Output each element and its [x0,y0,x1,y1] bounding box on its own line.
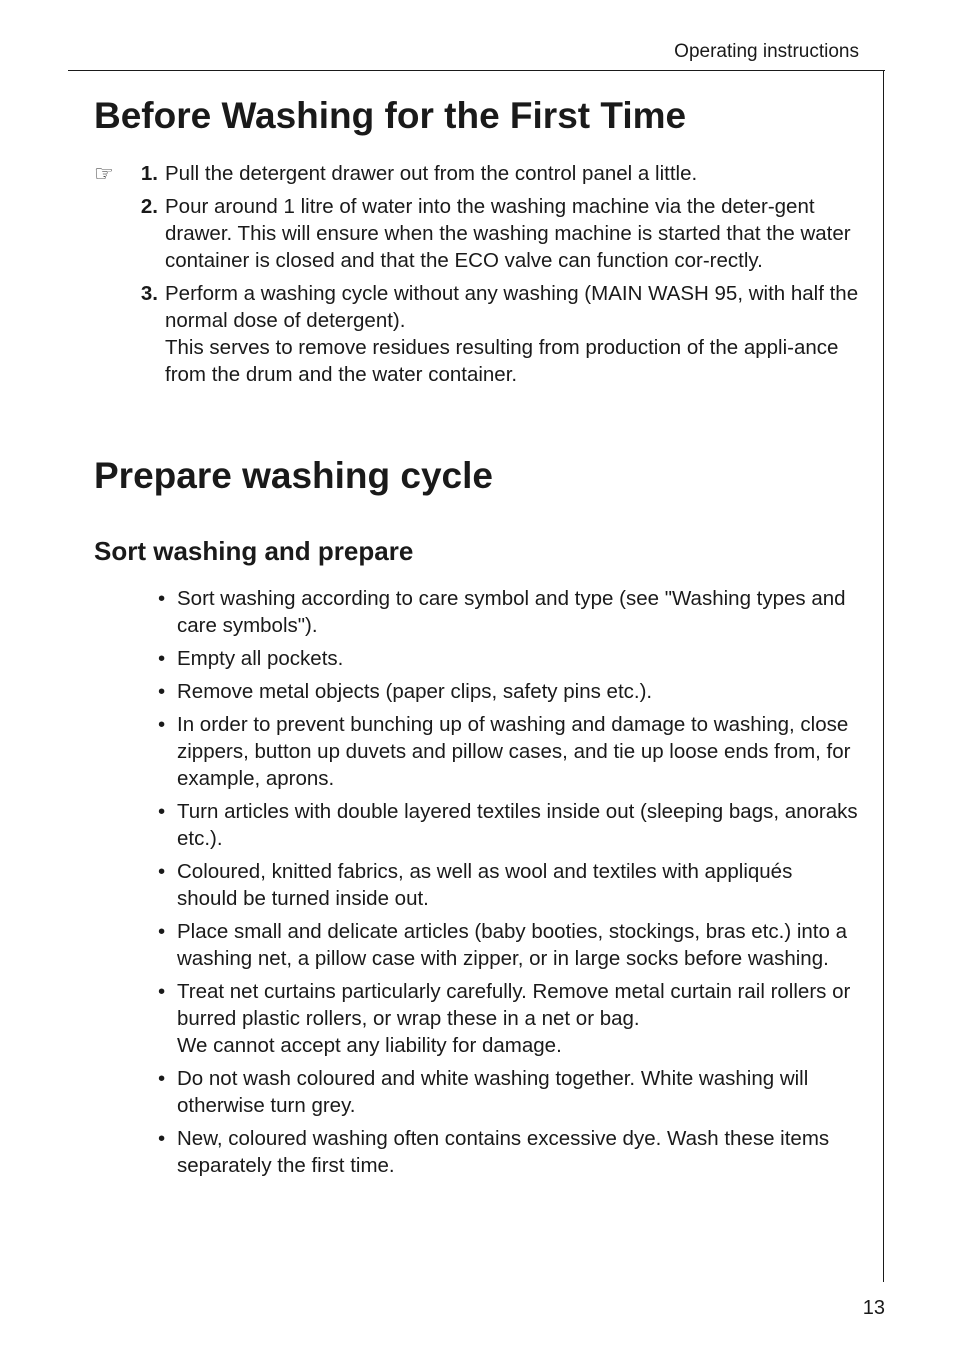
bullet-line: Do not wash coloured and white washing together. White washing will otherwise turn grey. [177,1067,809,1117]
step-text [158,280,864,388]
bullet-text [177,678,858,705]
step-line: Pull the detergent drawer out from the control panel a little. [165,162,698,185]
step-number: 2. [140,195,158,218]
bullet-line: We cannot accept any liability for damage. [177,1034,562,1057]
pointing-hand-icon: ☞ [94,161,114,186]
header-title: Operating instructions [674,41,859,62]
bullet-icon: • [158,980,166,1003]
list-item [158,645,858,672]
bullet-text [177,585,858,639]
bullet-line: Coloured, knitted fabrics, as well as wool and textiles with appliqués should be turned inside out. [177,860,793,910]
header-rule [68,70,885,71]
list-item [158,978,858,1059]
bullet-line: Remove metal objects (paper clips, safety pins etc.). [177,680,653,703]
bullet-icon: • [158,800,166,823]
bullet-text [177,1065,858,1119]
section-title-prepare: Prepare washing cycle [94,455,493,496]
step-text [158,160,864,187]
bullet-icon: • [158,1067,166,1090]
list-item [158,711,858,792]
side-rule [883,70,884,1282]
bullet-icon: • [158,680,166,703]
list-item [158,678,858,705]
bullet-text [177,1125,858,1179]
step-item [94,280,864,388]
bullet-icon: • [158,713,166,736]
bullet-text [177,711,858,792]
bullet-line: In order to prevent bunching up of washing and damage to washing, close zippers, button up duvets and pillow cases, and tie up loose ends from, for example, aprons. [177,713,851,790]
bullet-text [177,645,858,672]
bullet-icon: • [158,647,166,670]
bullet-text [177,798,858,852]
list-item [158,1125,858,1179]
page-number: 13 [862,1297,885,1319]
bullet-line: Place small and delicate articles (baby booties, stockings, bras etc.) into a washing net, a pillow case with zipper, or in large socks before washing. [177,920,847,970]
step-number: 1. [140,162,158,185]
bullet-icon: • [158,587,166,610]
bullet-icon: • [158,860,166,883]
sort-bullet-list [158,585,858,1185]
step-line: Perform a washing cycle without any washing (MAIN WASH 95, with half the normal dose of detergent). [165,282,859,332]
bullet-line: Treat net curtains particularly carefully. Remove metal curtain rail rollers or burred plastic rollers, or wrap these in a net or bag. [177,980,851,1030]
step-line: This serves to remove residues resulting from production of the appli-ance from the drum and the water container. [165,336,839,386]
step-item [94,193,864,274]
bullet-line: New, coloured washing often contains excessive dye. Wash these items separately the first time. [177,1127,830,1177]
bullet-text [177,858,858,912]
first-wash-steps [94,160,864,394]
list-item [158,798,858,852]
list-item [158,918,858,972]
list-item [158,585,858,639]
step-line: Pour around 1 litre of water into the washing machine via the deter-gent drawer. This will ensure when the washing machine is started that the water container is closed and that the ECO valve can function cor-rectly. [165,195,851,272]
list-item [158,1065,858,1119]
bullet-line: Sort washing according to care symbol and type (see "Washing types and care symbols"). [177,587,846,637]
bullet-icon: • [158,1127,166,1150]
step-number: 3. [140,282,158,305]
subsection-title-sort: Sort washing and prepare [94,536,414,566]
step-text [158,193,864,274]
list-item [158,858,858,912]
bullet-icon: • [158,920,166,943]
bullet-text [177,918,858,972]
bullet-text [177,978,858,1059]
step-item [94,160,864,187]
bullet-line: Empty all pockets. [177,647,344,670]
bullet-line: Turn articles with double layered textiles inside out (sleeping bags, anoraks etc.). [177,800,858,850]
section-title-first-wash: Before Washing for the First Time [94,95,687,136]
